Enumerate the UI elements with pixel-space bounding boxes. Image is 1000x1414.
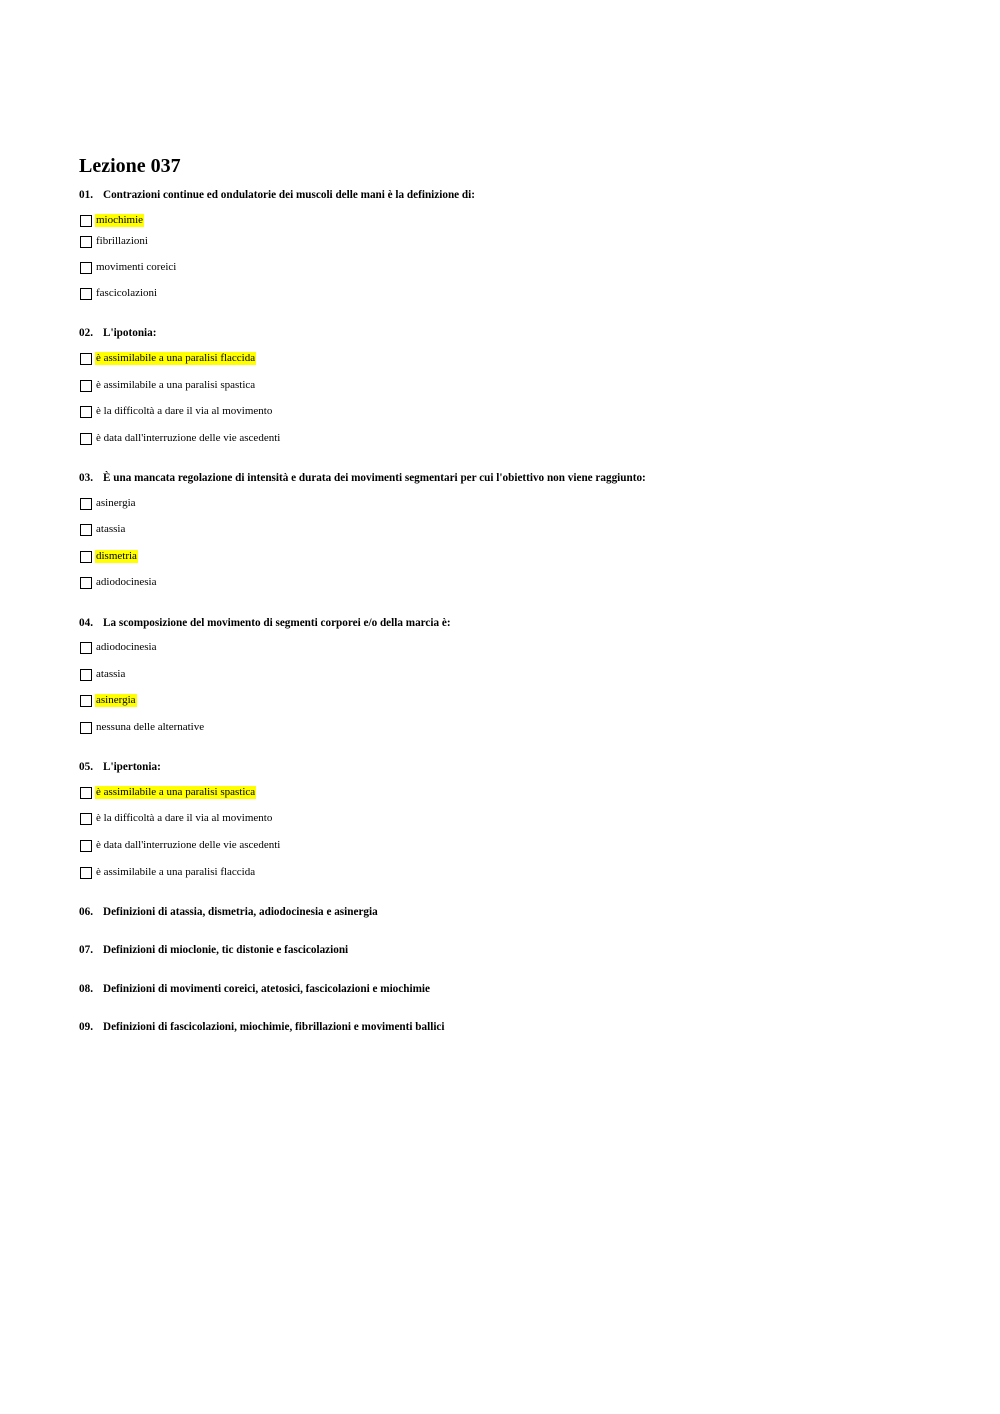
answer-option[interactable] — [80, 720, 205, 735]
answer-label: nessuna delle alternative — [96, 721, 205, 733]
answer-label: atassia — [96, 523, 126, 535]
answer-label: fascicolazioni — [96, 287, 158, 299]
checkbox[interactable] — [80, 722, 92, 734]
answer-label: movimenti coreici — [96, 261, 177, 273]
answer-label: asinergia — [96, 497, 136, 509]
question-number: 04. — [79, 617, 93, 629]
answer-label: è assimilabile a una paralisi flaccida — [96, 352, 256, 364]
answer-label: miochimie — [96, 214, 144, 226]
answer-option[interactable] — [80, 378, 256, 393]
answer-option[interactable] — [80, 667, 126, 682]
checkbox[interactable] — [80, 787, 92, 799]
question-number: 09. — [79, 1021, 93, 1033]
answer-option[interactable] — [80, 640, 157, 655]
checkbox[interactable] — [80, 551, 92, 563]
answer-option[interactable] — [80, 838, 281, 853]
question-text: Definizioni di movimenti coreici, atetosici, fascicolazioni e miochimie — [103, 983, 430, 995]
answer-option[interactable] — [80, 865, 256, 880]
checkbox[interactable] — [80, 406, 92, 418]
checkbox[interactable] — [80, 695, 92, 707]
question-02 — [79, 326, 156, 340]
question-number: 01. — [79, 189, 93, 201]
checkbox[interactable] — [80, 380, 92, 392]
answer-option[interactable] — [80, 213, 144, 228]
checkbox[interactable] — [80, 262, 92, 274]
question-05 — [79, 760, 161, 774]
question-text: Definizioni di atassia, dismetria, adiodocinesia e asinergia — [103, 906, 378, 918]
answer-option[interactable] — [80, 351, 256, 366]
answer-option[interactable] — [80, 549, 138, 564]
answer-option[interactable] — [80, 286, 158, 301]
question-number: 05. — [79, 761, 93, 773]
question-text: L'ipertonia: — [103, 761, 161, 773]
answer-label: è data dall'interruzione delle vie ascedenti — [96, 839, 281, 851]
answer-label: atassia — [96, 668, 126, 680]
checkbox[interactable] — [80, 642, 92, 654]
answer-option[interactable] — [80, 496, 137, 511]
question-number: 03. — [79, 472, 93, 484]
answer-option[interactable] — [80, 522, 126, 537]
answer-label: fibrillazioni — [96, 235, 148, 247]
answer-label: è data dall'interruzione delle vie ascedenti — [96, 432, 281, 444]
question-number: 02. — [79, 327, 93, 339]
question-01 — [79, 188, 475, 202]
question-text: Definizioni di fascicolazioni, miochimie, fibrillazioni e movimenti ballici — [103, 1021, 445, 1033]
answer-label: asinergia — [96, 694, 136, 706]
checkbox[interactable] — [80, 433, 92, 445]
question-06 — [79, 905, 378, 919]
question-number: 08. — [79, 983, 93, 995]
answer-label: è assimilabile a una paralisi flaccida — [96, 866, 256, 878]
question-number: 06. — [79, 906, 93, 918]
checkbox[interactable] — [80, 498, 92, 510]
answer-option[interactable] — [80, 234, 149, 249]
answer-option[interactable] — [80, 260, 177, 275]
checkbox[interactable] — [80, 353, 92, 365]
answer-label: è la difficoltà a dare il via al movimento — [96, 812, 273, 824]
answer-option[interactable] — [80, 693, 137, 708]
answer-label: è assimilabile a una paralisi spastica — [96, 379, 256, 391]
answer-option[interactable] — [80, 575, 157, 590]
question-text: Definizioni di mioclonie, tic distonie e fascicolazioni — [103, 944, 349, 956]
question-09 — [79, 1020, 445, 1034]
checkbox[interactable] — [80, 215, 92, 227]
checkbox[interactable] — [80, 288, 92, 300]
checkbox[interactable] — [80, 524, 92, 536]
answer-label: è assimilabile a una paralisi spastica — [96, 786, 256, 798]
answer-label: è la difficoltà a dare il via al movimento — [96, 405, 273, 417]
question-text: Contrazioni continue ed ondulatorie dei muscoli delle mani è la definizione di: — [103, 189, 475, 201]
question-number: 07. — [79, 944, 93, 956]
answer-label: dismetria — [96, 550, 137, 562]
question-07 — [79, 943, 348, 957]
answer-option[interactable] — [80, 431, 281, 446]
checkbox[interactable] — [80, 669, 92, 681]
question-text: La scomposizione del movimento di segmenti corporei e/o della marcia è: — [103, 617, 451, 629]
question-08 — [79, 982, 430, 996]
checkbox[interactable] — [80, 236, 92, 248]
answer-label: adiodocinesia — [96, 641, 157, 653]
page-title: Lezione 037 — [79, 155, 181, 177]
checkbox[interactable] — [80, 840, 92, 852]
checkbox[interactable] — [80, 577, 92, 589]
question-text: È una mancata regolazione di intensità e durata dei movimenti segmentari per cui l'obiettivo non viene raggiunto: — [103, 472, 646, 484]
checkbox[interactable] — [80, 867, 92, 879]
answer-option[interactable] — [80, 785, 256, 800]
checkbox[interactable] — [80, 813, 92, 825]
answer-label: adiodocinesia — [96, 576, 157, 588]
answer-option[interactable] — [80, 811, 273, 826]
question-text: L'ipotonia: — [103, 327, 157, 339]
question-03 — [79, 471, 646, 485]
answer-option[interactable] — [80, 404, 273, 419]
question-04 — [79, 616, 451, 630]
